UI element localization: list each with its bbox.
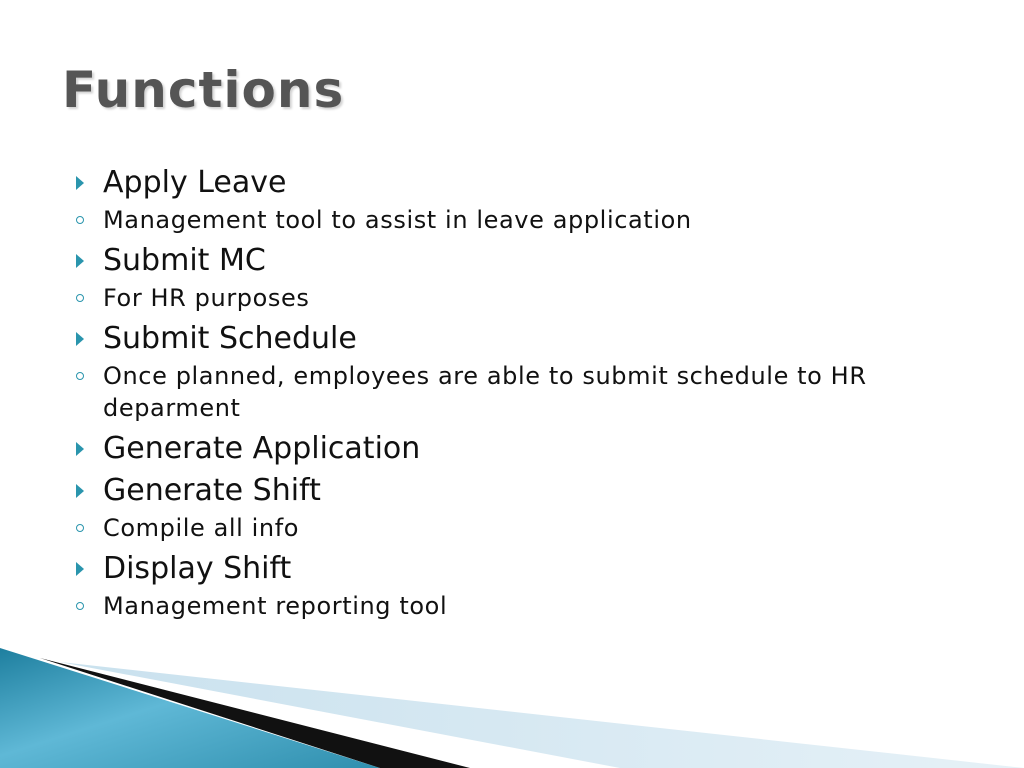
sub-bullet-group bbox=[74, 512, 974, 544]
triangle-bullet-icon bbox=[76, 254, 84, 268]
sub-bullet-text: Compile all info bbox=[103, 514, 300, 542]
bullet-list bbox=[74, 162, 974, 626]
sub-bullet-group bbox=[74, 360, 974, 424]
sub-bullet-item bbox=[74, 282, 974, 314]
sub-bullet-text: For HR purposes bbox=[103, 284, 310, 312]
sub-bullet-item bbox=[74, 590, 974, 622]
bullet-text: Apply Leave bbox=[103, 165, 287, 200]
triangle-bullet-icon bbox=[76, 176, 84, 190]
bullet-text: Submit Schedule bbox=[103, 321, 357, 356]
sub-bullet-item bbox=[74, 512, 974, 544]
triangle-bullet-icon bbox=[76, 442, 84, 456]
bullet-text: Generate Shift bbox=[103, 473, 321, 508]
sub-bullet-group bbox=[74, 204, 974, 236]
sub-bullet-group bbox=[74, 282, 974, 314]
slide-title: Functions bbox=[62, 61, 345, 119]
bullet-item bbox=[74, 548, 974, 590]
sub-bullet-item bbox=[74, 204, 974, 236]
sub-bullet-group bbox=[74, 590, 974, 622]
circle-bullet-icon bbox=[76, 216, 84, 224]
bullet-text: Submit MC bbox=[103, 243, 266, 278]
triangle-bullet-icon bbox=[76, 562, 84, 576]
bullet-item bbox=[74, 318, 974, 360]
bullet-item bbox=[74, 470, 974, 512]
bullet-item bbox=[74, 240, 974, 282]
circle-bullet-icon bbox=[76, 294, 84, 302]
bullet-text: Generate Application bbox=[103, 431, 421, 466]
circle-bullet-icon bbox=[76, 602, 84, 610]
sub-bullet-text: Management reporting tool bbox=[103, 592, 448, 620]
circle-bullet-icon bbox=[76, 372, 84, 380]
circle-bullet-icon bbox=[76, 524, 84, 532]
sub-bullet-text: Once planned, employees are able to submit schedule to HR deparment bbox=[103, 362, 867, 422]
slide-decoration bbox=[0, 640, 1024, 768]
triangle-bullet-icon bbox=[76, 332, 84, 346]
sub-bullet-text: Management tool to assist in leave application bbox=[103, 206, 692, 234]
sub-bullet-item bbox=[74, 360, 974, 424]
bullet-text: Display Shift bbox=[103, 551, 292, 586]
bullet-item bbox=[74, 162, 974, 204]
bullet-item bbox=[74, 428, 974, 470]
triangle-bullet-icon bbox=[76, 484, 84, 498]
